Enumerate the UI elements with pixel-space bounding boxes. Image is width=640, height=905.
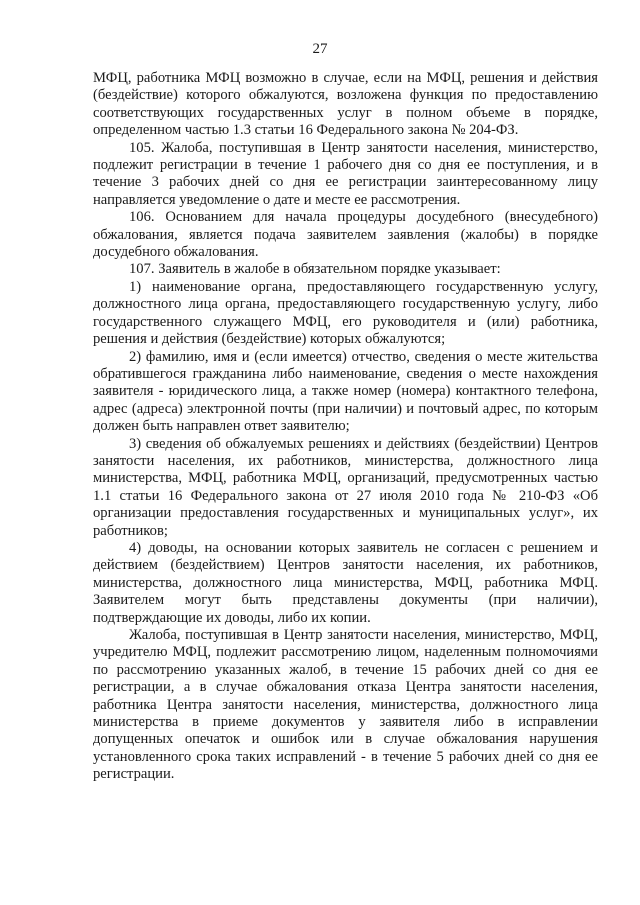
document-body	[93, 70, 598, 784]
paragraph-continuation: МФЦ, работника МФЦ возможно в случае, если на МФЦ, решения и действия (бездействие) которого обжалуются, возложена функция по предоставлению соответствующих государственных услуг в полном объеме в порядке, определенном частью 1.3 статьи 16 Федерального закона № 204-ФЗ.	[93, 70, 598, 139]
page-number: 27	[312, 41, 328, 57]
paragraph-106: 106. Основанием для начала процедуры досудебного (внесудебного) обжалования, является подача заявителем заявления (жалобы) в порядке досудебного обжалования.	[93, 209, 598, 261]
list-item-1: 1) наименование органа, предоставляющего государственную услугу, должностного лица органа, предоставляющего государственную услугу, либо государственного служащего МФЦ, его руководителя и (или) работника, решения и действия (бездействие) которых обжалуются;	[93, 278, 598, 348]
list-item-2: 2) фамилию, имя и (если имеется) отчество, сведения о месте жительства обратившегося гражданина либо наименование, сведения о месте нахождения заявителя - юридического лица, а также номер (номера) контактного телефона, адрес (адреса) электронной почты (при наличии) и почтовый адрес, по которым должен быть направлен ответ заявителю;	[93, 348, 598, 435]
paragraph-107: 107. Заявитель в жалобе в обязательном порядке указывает:	[129, 261, 501, 278]
paragraph-105: 105. Жалоба, поступившая в Центр занятости населения, министерство, подлежит регистрации в течение 1 рабочего дня со дня ее поступления, и в течение 3 рабочих дней со дня ее регистрации заинтересованному лицу направляется уведомление о дате и месте ее рассмотрения.	[93, 139, 598, 208]
paragraph-complaint-review: Жалоба, поступившая в Центр занятости населения, министерство, МФЦ, учредителю МФЦ, подлежит рассмотрению лицом, наделенным полномочиями по рассмотрению указанных жалоб, в течение 15 рабочих дней со дня ее регистрации, а в случае обжалования отказа Центра занятости населения, работника Центра занятости населения, министерства, должностного лица министерства в приеме документов у заявителя либо в исправлении допущенных опечаток и ошибок или в случае обжалования нарушения установленного срока таких исправлений - в течение 5 рабочих дней со дня ее регистрации.	[93, 627, 598, 783]
list-item-4: 4) доводы, на основании которых заявитель не согласен с решением и действием (бездействием) Центров занятости населения, их работников, министерства, должностного лица министерства, МФЦ, работника МФЦ. Заявителем могут быть представлены документы (при наличии), подтверждающие их доводы, либо их копии.	[93, 539, 598, 626]
list-item-3: 3) сведения об обжалуемых решениях и действиях (бездействии) Центров занятости населения, их работников, министерства, должностного лица министерства, МФЦ, работника МФЦ, организаций, предусмотренных частью 1.1 статьи 16 Федерального закона от 27 июля 2010 года № 210-ФЗ «Об организации предоставления государственных и муниципальных услуг», их работников;	[93, 435, 598, 539]
